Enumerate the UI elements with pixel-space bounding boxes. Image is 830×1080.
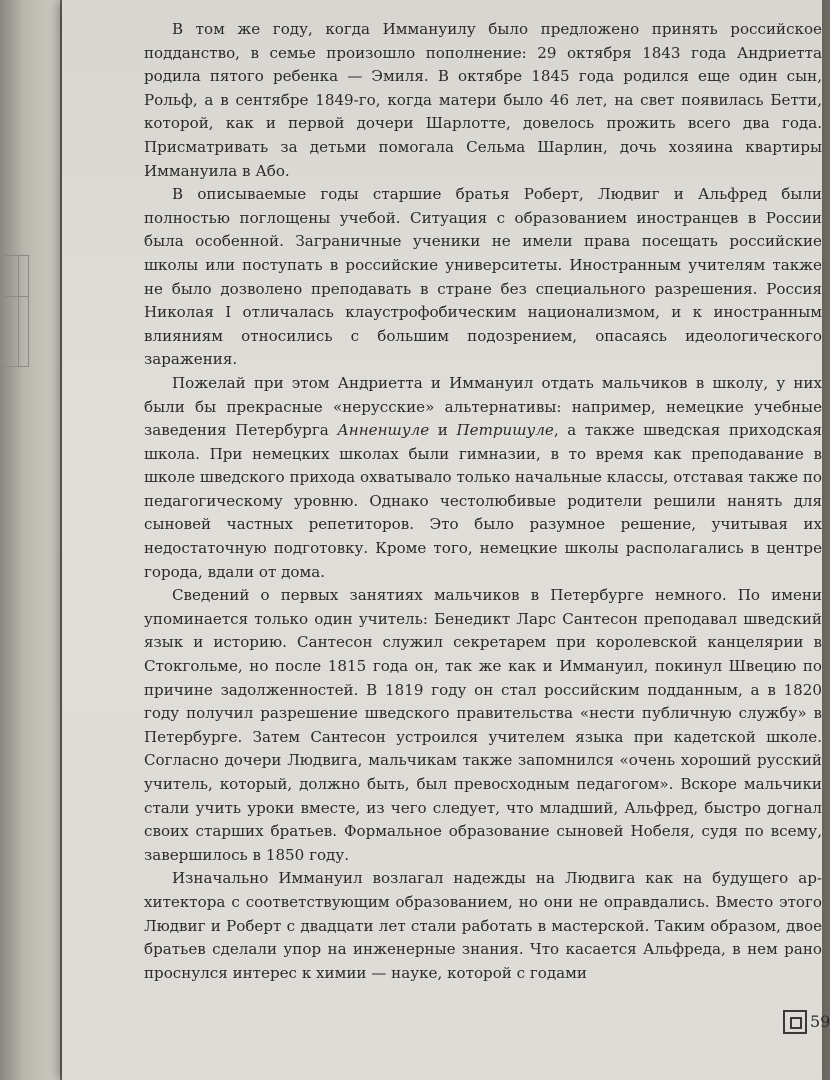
paragraph-3: [144, 372, 822, 584]
previous-page-edge: [0, 0, 60, 1080]
body-text: [144, 18, 822, 985]
previous-page-figure-fragment: [0, 255, 29, 367]
book-page: [62, 0, 830, 1080]
paragraph-3-part-1: Пожелай при этом Андриетта и Иммануил отдать мальчиков в школу, у них были бы прекрасные «нерусские» альтернативы: например, немецкие учебные заведения Петербурга: [144, 373, 822, 440]
page-corner-square-icon: [783, 1010, 807, 1034]
school-name-petrischule: Петришуле: [456, 421, 554, 440]
paragraph-4: Сведений о первых занятиях мальчиков в Петербурге немного. По имени упоминается только один учитель: Бенедикт Ларс Сантесон преподавал шведский язык и историю. Сантесон служил секретарем при королевской канцелярии в Стокгольме, но после 1815 года он, так же как и Иммануил, покинул Швецию по причине задолженностей. В 1819 году он стал российским подданным, а в 1820 году получил разрешение шведского правительства «нести публичную службу» в Петербурге. Затем Сантесон устроился учителем языка при кадетской школе. Согласно дочери Людвига, мальчикам также запомнился «очень хороший русский учитель, который, должно быть, был превосходным педагогом». Вскоре мальчики стали учить уроки вместе, из чего следует, что младший, Альфред, быстро догнал своих старших братьев. Формальное образование сыновей Нобеля, судя по всему, завершилось в 1850 году.: [144, 586, 822, 864]
paragraph-1: В том же году, когда Иммануилу было предложено принять российское подданство, в семье произошло пополнение: 29 октября 1843 года Андриетта родила пятого ребенка — Эмиля. В октябре 1845 года родился еще один сын, Рольф, а в сентябре 1849-го, когда матери было 46 лет, на свет появилась Бетти, которой, как и первой дочери Шарлотте, довелось прожить всего два года. Присматривать за детьми помогала Сельма Шарлин, дочь хозяина квартиры Иммануила в Або.: [144, 20, 822, 180]
paragraph-5: Изначально Иммануил возлагал надежды на Людвига как на будущего архитектора с соответствующим образованием, но они не оправдались. Вместо этого Людвиг и Роберт с двадцати лет стали работать в мастерской. Таким образом, двое братьев сделали упор на инженерные знания. Что касается Альфреда, в нем рано проснулся интерес к химии — науке, которой с годами: [144, 869, 822, 982]
paragraph-3-part-2: и: [429, 421, 457, 440]
page-number: 59: [810, 1012, 830, 1031]
paragraph-2: В описываемые годы старшие братья Роберт, Людвиг и Альфред были полностью поглощены учебой. Ситуация с образованием иностранцев в России была особенной. Заграничные ученики не имели права посещать российские школы или поступать в российские университеты. Иностранным учителям также не было дозволено преподавать в стране без специального разрешения. Россия Николая I отличалась клаустрофобическим национализмом, и к иностранным влияниям относились с большим подозрением, опасаясь идеологического заражения.: [144, 185, 822, 369]
school-name-annenschule: Анненшуле: [337, 421, 430, 440]
paragraph-3-part-3: , а также шведская приходская школа. При немецких школах были гимназии, в то время как преподавание в школе шведского прихода охватывало только начальные классы, отставая также по педагогическому уровню. Однако честолюбивые родители решили нанять для сыновей частных репетиторов. Это было разумное решение, учитывая их недостаточную подготовку. Кроме того, немецкие школы располагались в центре города, вдали от дома.: [144, 421, 822, 581]
